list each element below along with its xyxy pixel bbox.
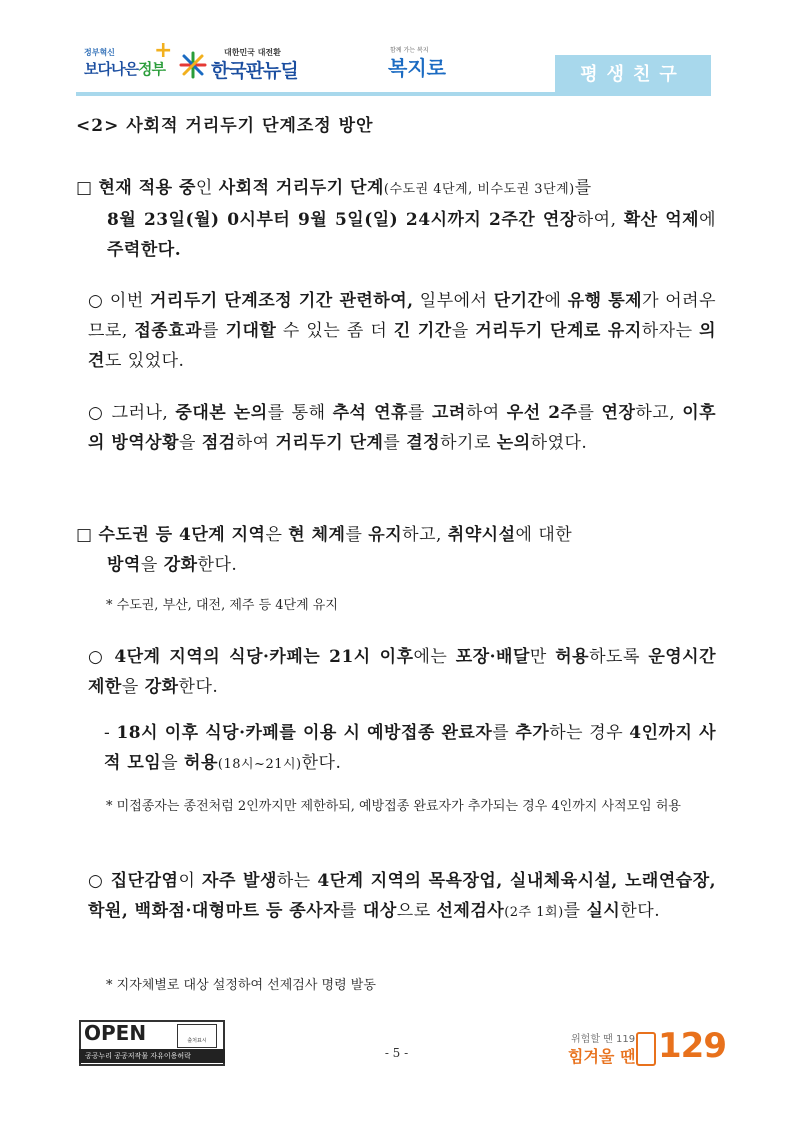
text-run: 논의 <box>496 433 531 453</box>
text-run: 강화 <box>144 677 179 697</box>
welfare-logo: 복지로 <box>388 56 446 80</box>
text-run: 이번 <box>109 291 150 311</box>
text-run: 이후의 방역상황 <box>88 403 717 453</box>
text-run: 사회적 거리두기 단계 <box>218 178 384 198</box>
square-bullet-icon: □ <box>76 525 93 545</box>
hotline-number: 129 <box>658 1026 726 1066</box>
text-run: 거리두기 단계조정 기간 관련하여, <box>149 291 414 311</box>
text-run: 하도록 <box>589 647 649 667</box>
text-run: 유지 <box>368 525 403 545</box>
text-run: 유행 통제 <box>567 291 643 311</box>
attribution-badge-icon <box>177 1024 217 1048</box>
open-license-caption: 공공누리 공공저작물 자유이용허락 <box>79 1049 225 1063</box>
plus-icon: + <box>154 38 173 63</box>
text-run: 고려 <box>431 403 466 423</box>
text-run: (수도권 4단계, 비수도권 3단계) <box>383 182 575 197</box>
circle-bullet-icon: ○ <box>88 291 104 311</box>
text-run: 이 <box>178 871 203 891</box>
circle-bullet-icon: ○ <box>88 871 105 891</box>
text-run: 만 <box>529 647 556 667</box>
section-2-subpoint-footnote: * 미접종자는 종전처럼 2인까지만 제한하되, 예방접종 완료자가 추가되는 경우 4인까지 사적모임 허용 <box>106 799 681 814</box>
section-1-paragraph <box>76 173 716 265</box>
section-2-subpoint-1 <box>104 718 716 780</box>
square-bullet-icon: □ <box>76 178 93 198</box>
page-number: - 5 - <box>384 1046 409 1060</box>
text-run: 현재 적용 중 <box>98 178 196 198</box>
text-run: 실시 <box>586 901 621 921</box>
text-run: 거리두기 단계 <box>275 433 384 453</box>
text-run: 가 어려우므로, <box>88 291 716 341</box>
text-run: 점검 <box>201 433 236 453</box>
text-run: 하기로 <box>440 433 497 453</box>
text-run: 하자는 <box>641 321 700 341</box>
attribution-badge-text: 출처표시 <box>187 1038 207 1044</box>
text-run: (2주 1회) <box>504 905 564 920</box>
text-run: 를 <box>577 403 602 423</box>
text-run: 현 체계 <box>288 525 346 545</box>
text-run: 긴 기간 <box>393 321 452 341</box>
header-tag: 평생친구 <box>580 64 686 85</box>
text-run: 을 <box>179 433 202 453</box>
text-run: 하여 <box>465 403 507 423</box>
text-run: 중대본 논의 <box>175 403 268 423</box>
text-run: 을 <box>161 753 185 773</box>
hotline-caption: 위험할 땐 119 <box>571 1034 636 1045</box>
text-run: 를 <box>383 433 407 453</box>
text-run: 거리두기 단계로 유지 <box>475 321 642 341</box>
text-run: 그러나, <box>111 403 176 423</box>
newdeal-logo-top: 대한민국 대전환 <box>224 48 281 57</box>
text-run: 강화 <box>163 555 198 575</box>
circle-bullet-icon: ○ <box>88 403 105 423</box>
text-run: 의견 <box>88 321 717 371</box>
text-run: 에 <box>544 291 568 311</box>
dash-bullet-icon: - <box>104 723 111 743</box>
section-2-point-2-footnote: * 지자체별로 대상 설정하여 선제검사 명령 발동 <box>106 978 376 993</box>
text-run: 을 <box>140 555 164 575</box>
gov-innovation-logo <box>84 58 165 79</box>
text-run: 자주 발생 <box>202 871 277 891</box>
text-run: 하고, <box>402 525 448 545</box>
text-run: 포장·배달 <box>455 647 530 667</box>
text-run: 결정 <box>406 433 441 453</box>
section-2-paragraph <box>76 520 716 580</box>
text-run: 하여 <box>235 433 276 453</box>
newdeal-star-icon <box>179 51 207 79</box>
text-run: 수도권 등 4단계 지역 <box>98 525 266 545</box>
text-run: 를 <box>563 901 587 921</box>
logo-text-b: 정부 <box>137 60 165 78</box>
text-run: 18시 이후 식당·카페를 이용 시 예방접종 완료자 <box>116 723 493 743</box>
text-run: 일부에서 <box>413 291 494 311</box>
text-run: 허용 <box>184 753 218 773</box>
text-run: 에 <box>699 210 717 230</box>
text-run: 집단감염 <box>110 871 179 891</box>
page-title: <2> 사회적 거리두기 단계조정 방안 <box>76 116 374 136</box>
text-run: 대상 <box>362 901 397 921</box>
text-run: 4단계 지역의 목욕장업, 실내체육시설, 노래연습장, 학원, 백화점·대형마트 등 종사자 <box>88 871 717 921</box>
text-run: 으로 <box>396 901 437 921</box>
text-run: 를 <box>345 525 369 545</box>
section-2-point-1 <box>88 642 716 702</box>
welfare-logo-top: 함께 가는 복지 <box>390 47 429 54</box>
phone-icon <box>636 1032 656 1066</box>
text-run: 주력한다. <box>107 240 182 260</box>
text-run: 확산 억제 <box>623 210 700 230</box>
text-run: 하였다. <box>530 433 588 453</box>
text-run: 에 대한 <box>515 525 573 545</box>
text-run: 하고, <box>635 403 683 423</box>
text-run: 도 있었다. <box>104 351 185 371</box>
text-run: 한다. <box>178 677 219 697</box>
text-run: 운영시간 제한 <box>88 647 717 697</box>
text-run: 를 <box>340 901 363 921</box>
circle-bullet-icon: ○ <box>88 647 106 667</box>
text-run: 를 <box>574 178 592 198</box>
text-run: 하는 경우 <box>549 723 630 743</box>
text-run: 은 <box>265 525 289 545</box>
text-run: 인 <box>195 178 219 198</box>
text-run: 를 <box>407 403 432 423</box>
text-run: 기대할 <box>225 321 277 341</box>
text-run: 한다. <box>620 901 661 921</box>
gov-innovation-logo-top: 정부혁신 <box>84 48 115 57</box>
logo-text-a: 보다나은 <box>84 60 138 78</box>
text-run: 선제검사 <box>436 901 505 921</box>
text-run: 하여, <box>576 210 624 230</box>
newdeal-logo: 한국판뉴딜 <box>211 60 298 82</box>
text-run: 허용 <box>555 647 590 667</box>
section-1-point-1 <box>88 286 716 376</box>
text-run: 을 <box>121 677 145 697</box>
text-run: 한다. <box>197 555 238 575</box>
text-run: 단기간 <box>493 291 545 311</box>
text-run: 추가 <box>515 723 550 743</box>
text-run: (18시~21시) <box>217 757 302 772</box>
text-run: 4단계 지역의 식당·카페는 21시 이후 <box>114 647 414 667</box>
hotline-slogan: 힘겨울 땐 <box>568 1047 636 1066</box>
text-run: 취약시설 <box>447 525 516 545</box>
text-run: 추석 연휴 <box>332 403 408 423</box>
text-run: 수 있는 좀 더 <box>276 321 394 341</box>
text-run: 에는 <box>413 647 456 667</box>
text-run: 8월 23일(월) 0시부터 9월 5일(일) 24시까지 2주간 연장 <box>107 210 577 230</box>
text-run: 한다. <box>301 753 342 773</box>
text-run: 를 <box>492 723 516 743</box>
text-run: 를 통해 <box>267 403 333 423</box>
open-license-word: OPEN <box>84 1021 147 1045</box>
section-1-point-2 <box>88 398 716 458</box>
text-run: 방역 <box>107 555 141 575</box>
section-2-point-2 <box>88 866 716 928</box>
text-run: 를 <box>202 321 226 341</box>
text-run: 우선 2주 <box>506 403 578 423</box>
text-run: 4인까지 사적 모임 <box>104 723 717 773</box>
text-run: 접종효과 <box>134 321 203 341</box>
text-run: 하는 <box>276 871 318 891</box>
text-run: 연장 <box>601 403 636 423</box>
section-2-footnote: * 수도권, 부산, 대전, 제주 등 4단계 유지 <box>106 598 338 613</box>
text-run: 을 <box>451 321 476 341</box>
